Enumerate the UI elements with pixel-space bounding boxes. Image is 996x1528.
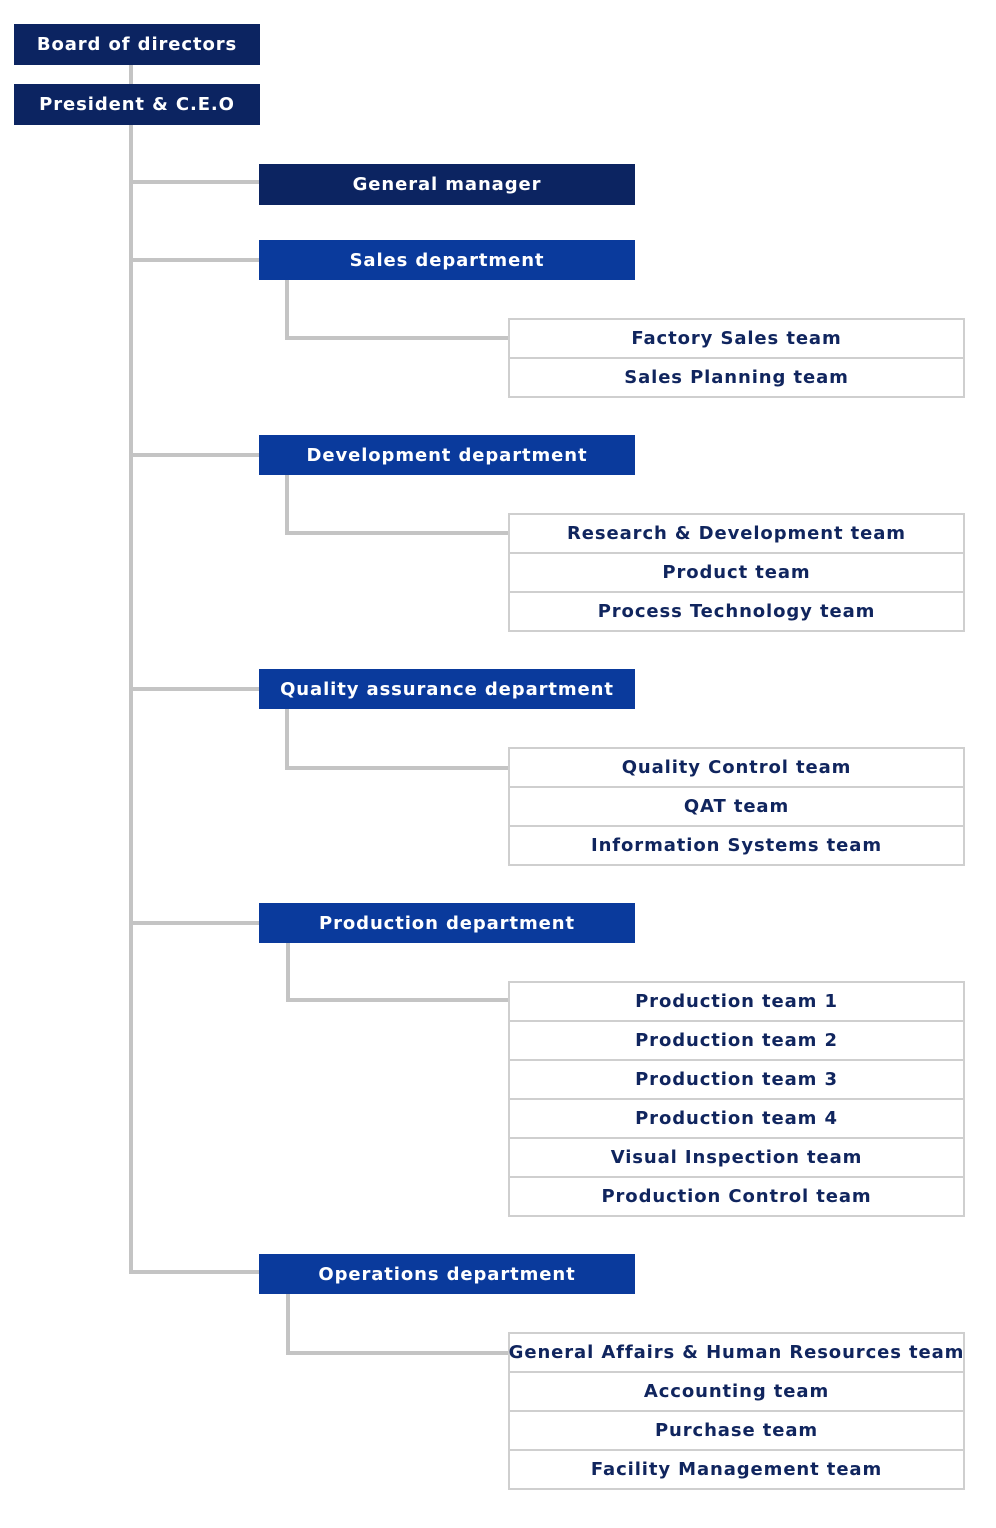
development-elbow-vertical [285, 475, 289, 535]
team-item: General Affairs & Human Resources team [508, 1342, 965, 1363]
operations-department-box [259, 1254, 635, 1294]
team-item: Quality Control team [621, 757, 852, 778]
president-ceo-box [14, 84, 260, 125]
branch-general-manager [131, 180, 259, 184]
team-item: Process Technology team [510, 591, 963, 630]
team-item: Facility Management team [510, 1449, 963, 1488]
team-item: Visual Inspection team [510, 1137, 963, 1176]
team-item: Purchase team [510, 1410, 963, 1449]
branch-development [131, 453, 259, 457]
team-item: Production team 2 [510, 1020, 963, 1059]
development-elbow-horizontal [285, 531, 509, 535]
sales-elbow-horizontal [285, 336, 509, 340]
department-label: Quality assurance department [280, 678, 614, 700]
team-item: Production team 3 [510, 1059, 963, 1098]
department-label: Operations department [318, 1263, 576, 1285]
team-item: Production team 1 [635, 991, 838, 1012]
production-team-list [508, 981, 965, 1217]
sales-elbow-vertical [285, 280, 289, 340]
sales-department-box [259, 240, 635, 280]
department-label: Sales department [349, 249, 545, 271]
branch-quality [131, 687, 259, 691]
team-item: QAT team [510, 786, 963, 825]
department-label: Production department [319, 912, 575, 934]
operations-elbow-horizontal [286, 1351, 509, 1355]
development-department-box [259, 435, 635, 475]
production-elbow-vertical [286, 943, 290, 1002]
operations-team-list [508, 1332, 965, 1490]
team-item: Research & Development team [567, 523, 906, 544]
development-team-list [508, 513, 965, 632]
quality-assurance-team-list [508, 747, 965, 866]
branch-sales [131, 258, 259, 262]
president-ceo-label: President & C.E.O [39, 94, 235, 115]
branch-production [131, 921, 259, 925]
branch-operations [131, 1270, 259, 1274]
board-of-directors-box [14, 24, 260, 65]
production-department-box [259, 903, 635, 943]
team-item: Production team 4 [510, 1098, 963, 1137]
team-item: Information Systems team [510, 825, 963, 864]
team-item: Accounting team [510, 1371, 963, 1410]
quality-elbow-horizontal [285, 766, 509, 770]
trunk-line-top [129, 64, 133, 86]
team-item: Factory Sales team [631, 328, 842, 349]
team-item: Sales Planning team [510, 357, 963, 396]
operations-elbow-vertical [286, 1294, 290, 1355]
production-elbow-horizontal [286, 998, 509, 1002]
sales-team-list [508, 318, 965, 398]
team-item: Product team [510, 552, 963, 591]
quality-elbow-vertical [285, 709, 289, 770]
general-manager-box [259, 164, 635, 205]
department-label: Development department [306, 444, 588, 466]
trunk-line-main [129, 124, 133, 1274]
quality-assurance-department-box [259, 669, 635, 709]
team-item: Production Control team [510, 1176, 963, 1215]
general-manager-label: General manager [352, 174, 542, 195]
board-of-directors-label: Board of directors [36, 34, 238, 55]
